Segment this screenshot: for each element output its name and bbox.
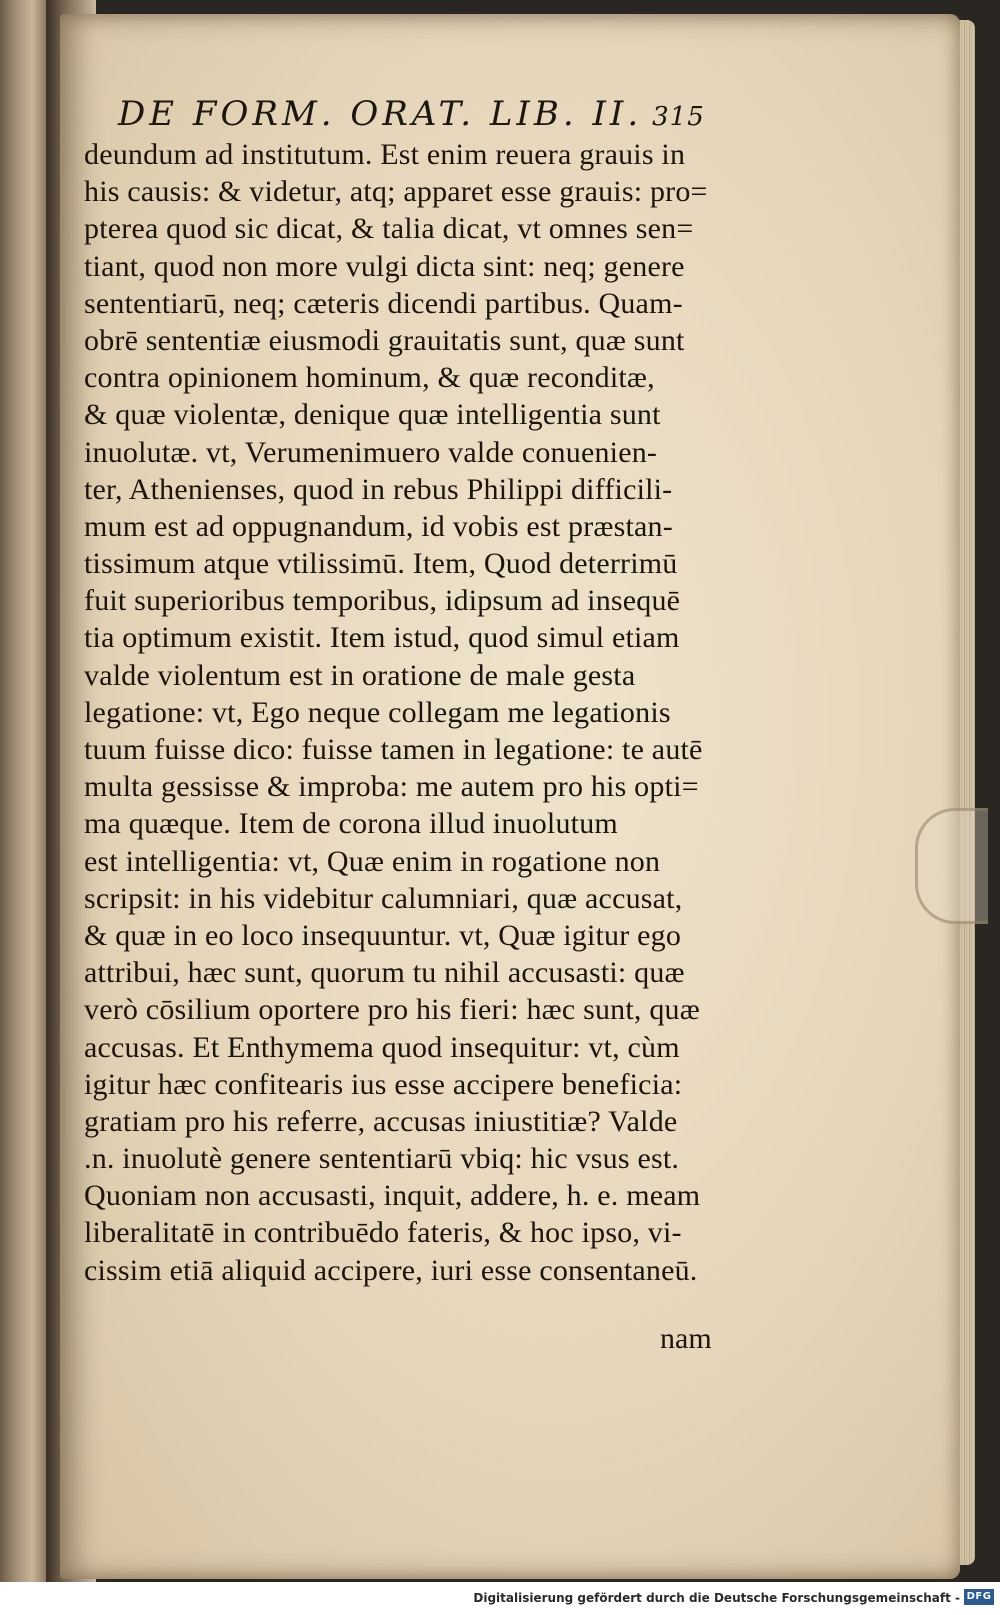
text-line: gratiam pro his referre, accusas iniustitiæ? Valde bbox=[84, 1104, 678, 1138]
text-line: tuum fuisse dico: fuisse tamen in legatione: te autē bbox=[84, 733, 703, 766]
digitization-footer bbox=[0, 1582, 1000, 1615]
text-line: tissimum atque vtilissimū. Item, Quod deterrimū bbox=[84, 547, 678, 581]
text-line: & quæ in eo loco insequuntur. vt, Quæ igitur ego bbox=[84, 918, 682, 952]
opposite-page-edge bbox=[0, 0, 46, 1615]
text-line: accusas. Et Enthymema quod insequitur: vt, cùm bbox=[84, 1030, 680, 1064]
text-line: Quoniam non accusasti, inquit, addere, h. e. meam bbox=[84, 1179, 701, 1213]
text-line: mum est ad oppugnandum, id vobis est præstan- bbox=[84, 509, 673, 543]
text-line: legatione: vt, Ego neque collegam me legationis bbox=[84, 695, 671, 729]
text-line: est intelligentia: vt, Quæ enim in rogatione non bbox=[84, 844, 661, 878]
text-line: scripsit: in his videbitur calumniari, quæ accusat, bbox=[84, 881, 683, 915]
text-line: fuit superioribus temporibus, idipsum ad insequē bbox=[84, 584, 681, 618]
dfg-logo: DFG bbox=[964, 1589, 994, 1605]
text-line: inuolutæ. vt, Verumenimuero valde conuenien- bbox=[84, 435, 658, 469]
text-line: valde violentum est in oratione de male gesta bbox=[84, 658, 636, 692]
text-line: attribui, hæc sunt, quorum tu nihil accusasti: quæ bbox=[84, 956, 685, 990]
text-line: igitur hæc confitearis ius esse accipere beneficia: bbox=[84, 1067, 683, 1101]
running-head-title: DE FORM. ORAT. LIB. II. bbox=[118, 94, 643, 134]
text-line: obrē sententiæ eiusmodi grauitatis sunt, quæ sunt bbox=[84, 323, 685, 357]
body-text bbox=[84, 136, 764, 1289]
page-number: 315 bbox=[652, 102, 705, 132]
text-line: pterea quod sic dicat, & talia dicat, vt omnes sen= bbox=[84, 212, 694, 246]
text-line: liberalitatē in contribuēdo fateris, & hoc ipso, vi- bbox=[84, 1216, 682, 1250]
text-line: ter, Athenienses, quod in rebus Philippi difficili- bbox=[84, 472, 673, 506]
funding-credit: Digitalisierung gefördert durch die Deutsche Forschungsgemeinschaft - bbox=[473, 1591, 960, 1605]
opposite-page-fragment bbox=[4, 149, 44, 151]
text-line: contra opinionem hominum, & quæ reconditæ, bbox=[84, 361, 655, 395]
text-line: tiant, quod non more vulgi dicta sint: neq; genere bbox=[84, 249, 685, 283]
text-line: & quæ violentæ, denique quæ intelligentia sunt bbox=[84, 398, 661, 432]
running-head bbox=[118, 94, 838, 134]
text-line: cissim etiā aliquid accipere, iuri esse consentaneū. bbox=[84, 1253, 698, 1287]
text-line: tia optimum existit. Item istud, quod simul etiam bbox=[84, 621, 680, 655]
text-line: deundum ad institutum. Est enim reuera grauis in bbox=[84, 138, 686, 171]
text-line: .n. inuolutè genere sententiarū vbiq: hic vsus est. bbox=[84, 1142, 680, 1176]
book-clamp bbox=[915, 808, 988, 924]
text-line: his causis: & videtur, atq; apparet esse grauis: pro= bbox=[84, 175, 708, 209]
text-line: multa gessisse & improba: me autem pro his opti= bbox=[84, 770, 699, 804]
text-line: ma quæque. Item de corona illud inuolutum bbox=[84, 807, 618, 841]
text-line: sententiarū, neq; cæteris dicendi partibus. Quam- bbox=[84, 286, 683, 320]
catchword: nam bbox=[660, 1322, 712, 1355]
text-line: verò cōsilium oportere pro his fieri: hæc sunt, quæ bbox=[84, 993, 700, 1027]
